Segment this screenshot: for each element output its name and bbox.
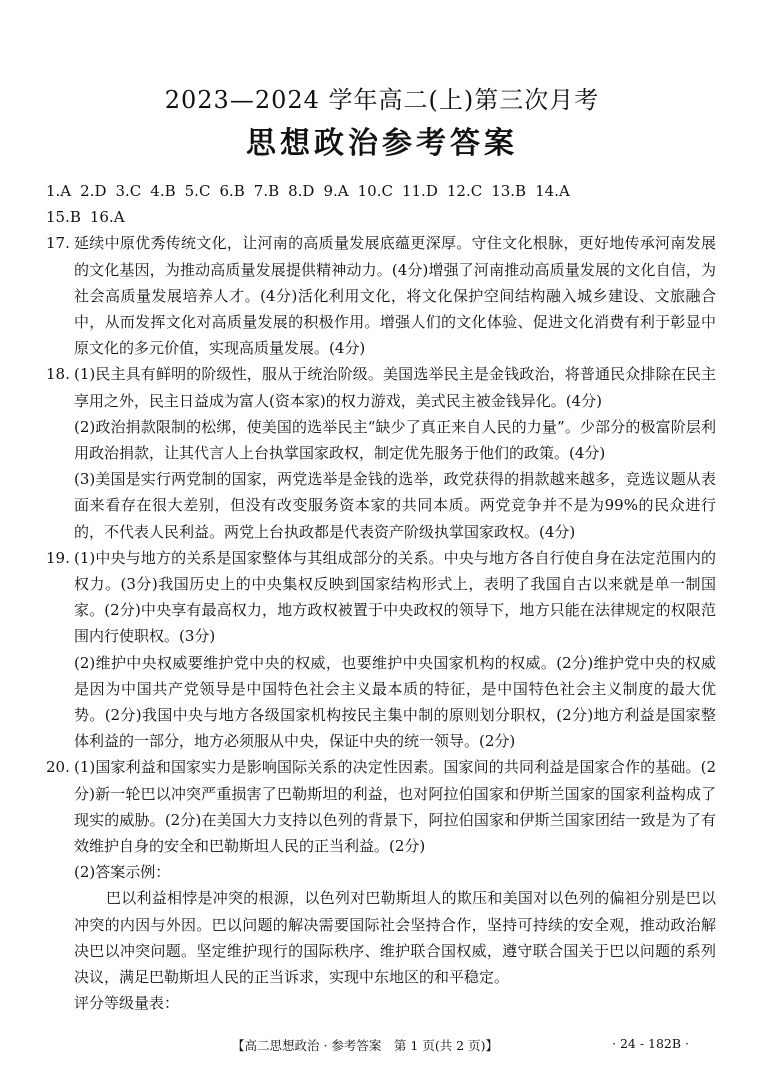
- choice-answer: 14.A: [535, 182, 570, 200]
- answer-paragraph: (1)国家利益和国家实力是影响国际关系的决定性因素。国家间的共同利益是国家合作的基础。(2分)新一轮巴以冲突严重损害了巴勒斯坦的利益，也对阿拉伯国家和伊斯兰国家的国家利益构成了现实的威胁。(2分)在美国大力支持以色列的背景下，阿拉伯国家和伊斯兰国家团结一致是为了有效维护自身的安全和巴勒斯坦人民的正当利益。(2分): [74, 758, 716, 856]
- question-20: [46, 754, 716, 1016]
- answer-paragraph: (3)美国是实行两党制的国家，两党选举是金钱的选举，政党获得的捐款越来越多，竞选议题从表面来看存在很大差别，但没有改变服务资本家的共同本质。两党竞争并不是为99%的民众进行的，不代表人民利益。两党上台执政都是代表资产阶级执掌国家政权。(4分): [74, 470, 716, 541]
- choice-answer: 6.B: [219, 182, 245, 200]
- question-number: 18.: [46, 365, 70, 384]
- answer-paragraph: (2)政治捐款限制的松绑，使美国的选举民主“缺少了真正来自人民的力量”。少部分的极富阶层利用政治捐款，让其代言人上台执掌国家政权，制定优先服务于他们的政策。(4分): [74, 417, 716, 463]
- choice-answer: 10.C: [357, 182, 393, 200]
- answer-body: [46, 178, 716, 1017]
- answer-sample-paragraph: 巴以利益相悖是冲突的根源，以色列对巴勒斯坦人的欺压和美国对以色列的偏袒分别是巴以冲突的内因与外因。巴以问题的解决需要国际社会坚持合作，坚持可持续的安全观，推动政治解决巴以冲突问题。坚定维护现行的国际秩序、维护联合国权威，遵守联合国关于巴以问题的系列决议，满足巴勒斯坦人民的正当诉求，实现中东地区的和平稳定。: [74, 889, 716, 987]
- question-number: 20.: [46, 758, 70, 777]
- answer-key-subtitle: 思想政治参考答案: [246, 126, 518, 161]
- choice-answer: 12.C: [446, 182, 483, 200]
- choice-answer: 13.B: [491, 182, 527, 200]
- choice-answer: 9.A: [323, 182, 349, 200]
- question-17: [46, 230, 716, 361]
- choice-answer: 16.A: [89, 208, 125, 227]
- choice-answer: 8.D: [288, 182, 315, 200]
- exam-title: 2023—2024 学年高二(上)第三次月考: [164, 86, 600, 114]
- choice-answer: 11.D: [401, 182, 438, 200]
- choice-answer: 1.A: [46, 182, 72, 200]
- choice-answer: 5.C: [184, 182, 211, 200]
- choice-answer: 7.B: [253, 182, 280, 200]
- footer-code: · 24 - 182B ·: [612, 1036, 690, 1051]
- choice-answer: 3.C: [115, 182, 142, 200]
- answer-sample-label: (2)答案示例：: [74, 863, 171, 882]
- choice-answer: 15.B: [46, 208, 81, 227]
- choice-answers-line-1: [46, 178, 716, 204]
- answer-paragraph: (2)维护中央权威要维护党中央的权威，也要维护中央国家机构的权威。(2分)维护党中央的权威是因为中国共产党领导是中国特色社会主义最本质的特征，是中国特色社会主义制度的最大优势。(2分)我国中央与地方各级国家机构按民主集中制的原则划分职权，(2分)地方利益是国家整体利益的一部分，地方必须服从中央，保证中央的统一领导。(2分): [74, 653, 716, 751]
- question-19: [46, 545, 716, 755]
- choice-answer: 2.D: [80, 182, 107, 200]
- footer-page-info: 【高二思想政治 · 参考答案 第 1 页(共 2 页)】: [232, 1038, 498, 1053]
- answer-paragraph: (1)中央与地方的关系是国家整体与其组成部分的关系。中央与地方各自行使自身在法定范围内的权力。(3分)我国历史上的中央集权反映到国家结构形式上，表明了我国自古以来就是单一制国家。(2分)中央享有最高权力，地方政权被置于中央政权的领导下，地方只能在法律规定的权限范围内行使职权。(3分): [74, 548, 716, 646]
- choice-answers-line-2: [46, 204, 716, 230]
- answer-paragraph: 延续中原优秀传统文化，让河南的高质量发展底蕴更深厚。守住文化根脉，更好地传承河南发展的文化基因，为推动高质量发展提供精神动力。(4分)增强了河南推动高质量发展的文化自信，为社会高质量发展培养人才。(4分)活化利用文化，将文化保护空间结构融入城乡建设、文旅融合中，从而发挥文化对高质量发展的积极作用。增强人们的文化体验、促进文化消费有利于彰显中原文化的多元价值，实现高质量发展。(4分): [74, 234, 716, 358]
- question-number: 19.: [46, 548, 70, 567]
- question-18: [46, 361, 716, 544]
- answer-paragraph: (1)民主具有鲜明的阶级性，服从于统治阶级。美国选举民主是金钱政治，将普通民众排除在民主享用之外，民主日益成为富人(资本家)的权力游戏，美式民主被金钱异化。(4分): [74, 365, 716, 410]
- rubric-label: 评分等级量表：: [74, 994, 180, 1013]
- choice-answer: 4.B: [150, 182, 176, 200]
- question-number: 17.: [46, 234, 70, 253]
